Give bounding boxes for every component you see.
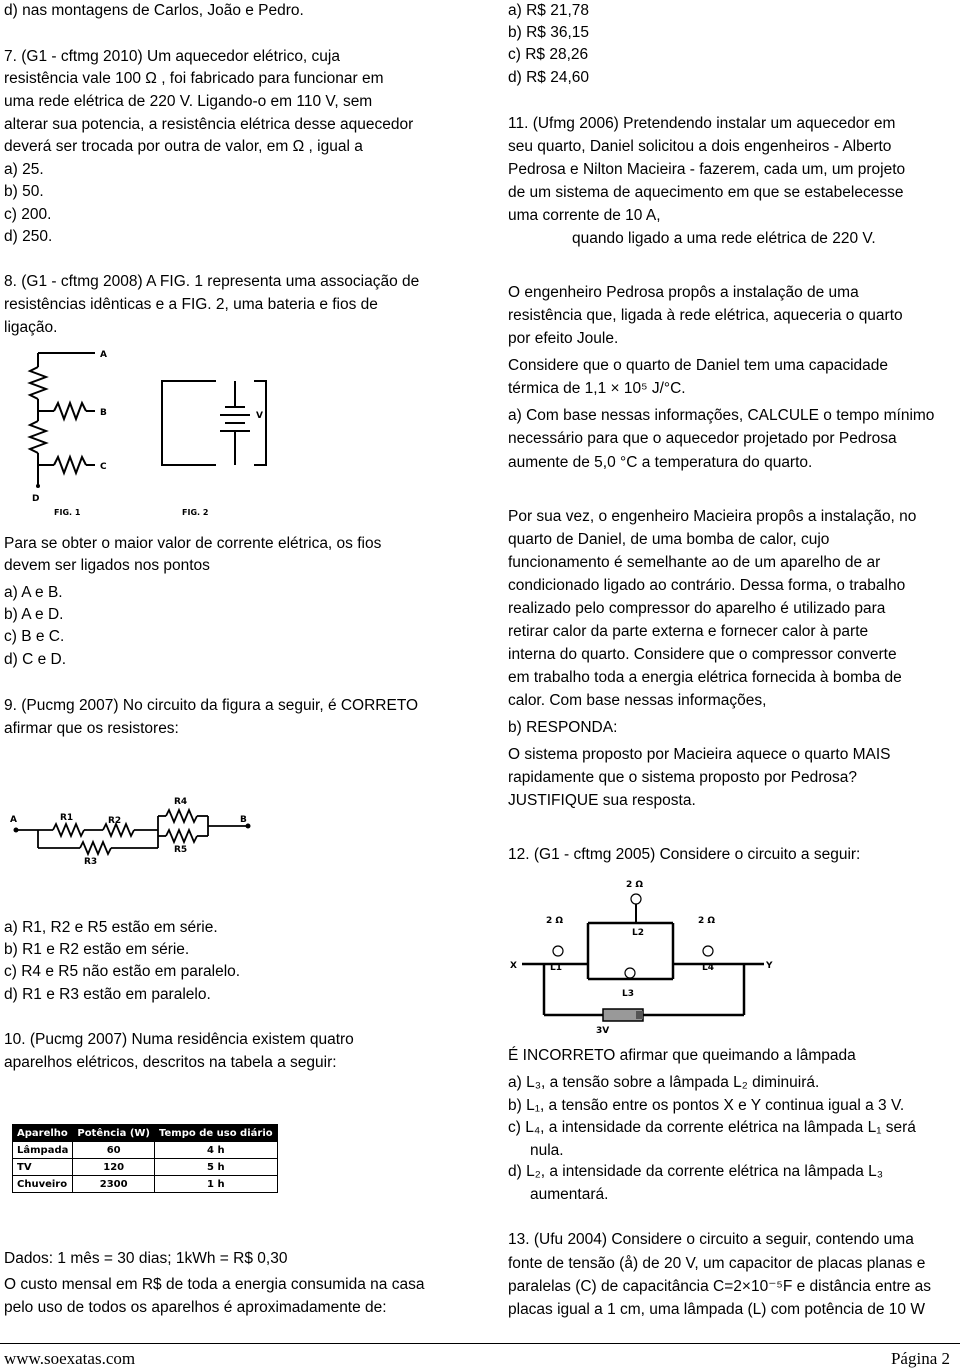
text-line: d) nas montagens de Carlos, João e Pedro.: [4, 2, 304, 19]
fig12-label: 2 Ω: [626, 880, 644, 890]
question-10-header: 10. (Pucmg 2007) Numa residência existem quatro: [4, 1031, 354, 1048]
fig9-label: B: [240, 815, 247, 825]
text-line: É INCORRETO afirmar que queimando a lâmpada: [508, 1047, 856, 1064]
footer-page-number: Página 2: [890, 1349, 950, 1368]
text-line: O sistema proposto por Macieira aquece o quarto MAIS: [508, 746, 891, 763]
option-b: b) 50.: [4, 183, 44, 200]
text-line: necessário para que o aquecedor projetado por Pedrosa: [508, 430, 897, 447]
option-a: a) A e B.: [4, 584, 63, 601]
text-line: a) Com base nessas informações, CALCULE o tempo mínimo: [508, 407, 935, 424]
option-c: c) R$ 28,26: [508, 46, 589, 63]
fig8-caption: FIG. 1: [54, 508, 81, 517]
table-cell: 60: [73, 1142, 155, 1159]
question-11-header: 11. (Ufmg 2006) Pretendendo instalar um aquecedor em: [508, 115, 896, 132]
text-line: quando ligado a uma rede elétrica de 220 V.: [572, 230, 876, 247]
table-cell: 1 h: [155, 1176, 278, 1193]
text-line: realizado pelo compressor do aparelho é utilizado para: [508, 600, 886, 617]
option-d: d) R$ 24,60: [508, 69, 589, 86]
text-line: uma rede elétrica de 220 V. Ligando-o em 110 V, sem: [4, 93, 373, 110]
table-cell: TV: [13, 1159, 73, 1176]
table-cell: Chuveiro: [13, 1176, 73, 1193]
option-a: a) R1, R2 e R5 estão em série.: [4, 919, 218, 936]
text-line: ligação.: [4, 319, 58, 336]
option-d: d) R1 e R3 estão em paralelo.: [4, 986, 211, 1003]
text-line: JUSTIFIQUE sua resposta.: [508, 792, 696, 809]
text-line: b) RESPONDA:: [508, 719, 618, 736]
fig12-label: 3V: [596, 1026, 610, 1035]
fig8-label: D: [32, 494, 40, 504]
text-line: devem ser ligados nos pontos: [4, 557, 210, 574]
option-c: c) L₄, a intensidade da corrente elétrica na lâmpada L₁ será: [508, 1119, 916, 1136]
text-line: placas igual a 1 cm, uma lâmpada (L) com potência de 10 W: [508, 1301, 925, 1318]
text-line: Para se obter o maior valor de corrente elétrica, os fios: [4, 535, 382, 552]
option-a: a) R$ 21,78: [508, 2, 589, 19]
fig9-label: R4: [174, 797, 188, 807]
fig12-label: L4: [702, 963, 714, 973]
fig8-label: B: [100, 408, 107, 418]
appliance-table: [12, 1124, 278, 1193]
text-line: funcionamento é semelhante ao de um aparelho de ar: [508, 554, 881, 571]
text-line: uma corrente de 10 A,: [508, 207, 661, 224]
option-b: b) L₁, a tensão entre os pontos X e Y continua igual a 3 V.: [508, 1097, 905, 1114]
fig12-label: 2 Ω: [698, 916, 716, 926]
fig12-label: 2 Ω: [546, 916, 564, 926]
text-line: O engenheiro Pedrosa propôs a instalação de uma: [508, 284, 859, 301]
table-cell: Lâmpada: [13, 1142, 73, 1159]
text-line: Por sua vez, o engenheiro Macieira propôs a instalação, no: [508, 508, 917, 525]
fig9-label: R3: [84, 857, 98, 867]
question-8-header: 8. (G1 - cftmg 2008) A FIG. 1 representa uma associação de: [4, 273, 420, 290]
table-cell: 120: [73, 1159, 155, 1176]
table-row: [13, 1159, 278, 1176]
fig9-label: R5: [174, 845, 188, 855]
fig12-label: Y: [766, 961, 773, 971]
option-c: c) R4 e R5 não estão em paralelo.: [4, 963, 241, 980]
text-line: quarto de Daniel, de uma bomba de calor, cujo: [508, 531, 830, 548]
question-13-header: 13. (Ufu 2004) Considere o circuito a seguir, contendo uma: [508, 1231, 914, 1248]
question-9-header: 9. (Pucmg 2007) No circuito da figura a seguir, é CORRETO: [4, 697, 419, 714]
footer-divider: [0, 1343, 960, 1344]
text-line: aumentará.: [530, 1186, 609, 1203]
fig12-label: L1: [550, 963, 562, 973]
option-d: d) L₂, a intensidade da corrente elétrica na lâmpada L₃: [508, 1163, 884, 1180]
text-line: interna do quarto. Considere que o compressor converte: [508, 646, 897, 663]
fig12-label: X: [510, 961, 517, 971]
table-cell: 5 h: [155, 1159, 278, 1176]
text-line: Considere que o quarto de Daniel tem uma capacidade: [508, 357, 888, 374]
question-7-header: 7. (G1 - cftmg 2010) Um aquecedor elétrico, cuja: [4, 48, 340, 65]
text-line: aumente de 5,0 °C a temperatura do quarto.: [508, 454, 813, 471]
text-line: afirmar que os resistores:: [4, 720, 179, 737]
figure-q12-lamp-circuit: [508, 875, 778, 1035]
table-header-row: [13, 1125, 278, 1142]
table-cell: 2300: [73, 1176, 155, 1193]
text-line: rapidamente que o sistema proposto por Pedrosa?: [508, 769, 857, 786]
text-line: térmica de 1,1 × 10⁵ J/°C.: [508, 380, 686, 397]
question-12-header: 12. (G1 - cftmg 2005) Considere o circuito a seguir:: [508, 846, 861, 863]
text-line: resistências idênticas e a FIG. 2, uma bateria e fios de: [4, 296, 378, 313]
option-a: a) L₃, a tensão sobre a lâmpada L₂ diminuirá.: [508, 1074, 820, 1091]
text-line: deverá ser trocada por outra de valor, em Ω , igual a: [4, 138, 363, 155]
text-line: resistência que, ligada à rede elétrica, aqueceria o quarto: [508, 307, 903, 324]
table-header: Aparelho: [13, 1125, 73, 1142]
fig9-label: A: [10, 815, 17, 825]
option-d: d) 250.: [4, 228, 53, 245]
footer-site: www.soexatas.com: [4, 1349, 136, 1368]
fig8-label: V: [256, 411, 263, 421]
text-line: paralelas (C) de capacitância C=2×10⁻⁵F e distância entre as: [508, 1278, 932, 1295]
table-row: [13, 1176, 278, 1193]
figure-q9-circuit: [8, 792, 258, 872]
table-cell: 4 h: [155, 1142, 278, 1159]
fig12-label: L2: [632, 928, 644, 938]
option-b: b) R$ 36,15: [508, 24, 589, 41]
option-b: b) A e D.: [4, 606, 64, 623]
fig9-label: R2: [108, 816, 122, 826]
text-line: O custo mensal em R$ de toda a energia consumida na casa: [4, 1276, 425, 1293]
text-line: pelo uso de todos os aparelhos é aproximadamente de:: [4, 1299, 387, 1316]
text-line: retirar calor da parte externa e fornecer calor à parte: [508, 623, 869, 640]
figure-q8-resistor-association: [20, 345, 280, 520]
text-line: nula.: [530, 1142, 564, 1159]
option-c: c) B e C.: [4, 628, 65, 645]
option-b: b) R1 e R2 estão em série.: [4, 941, 190, 958]
option-a: a) 25.: [4, 161, 44, 178]
fig8-label: C: [100, 462, 107, 472]
text-line: calor. Com base nessas informações,: [508, 692, 767, 709]
table-header: Potência (W): [73, 1125, 155, 1142]
text-line: condicionado ligado ao contrário. Dessa forma, o trabalho: [508, 577, 906, 594]
text-line: resistência vale 100 Ω , foi fabricado para funcionar em: [4, 70, 384, 87]
text-line: Pedrosa e Nilton Macieira - fazerem, cada um, um projeto: [508, 161, 906, 178]
text-line: seu quarto, Daniel solicitou a dois engenheiros - Alberto: [508, 138, 892, 155]
fig9-label: R1: [60, 813, 74, 823]
text-line: alterar sua potencia, a resistência elétrica desse aquecedor: [4, 116, 414, 133]
text-line: por efeito Joule.: [508, 330, 619, 347]
text-line: fonte de tensão (å) de 20 V, um capacitor de placas planas e: [508, 1255, 926, 1272]
text-line: em trabalho toda a energia elétrica fornecida à bomba de: [508, 669, 902, 686]
option-c: c) 200.: [4, 206, 52, 223]
fig8-label: A: [100, 350, 107, 360]
table-row: [13, 1142, 278, 1159]
option-d: d) C e D.: [4, 651, 67, 668]
text-line: aparelhos elétricos, descritos na tabela a seguir:: [4, 1054, 337, 1071]
fig8-caption: FIG. 2: [182, 508, 209, 517]
text-line: de um sistema de aquecimento em que se estabelecesse: [508, 184, 904, 201]
text-line: Dados: 1 mês = 30 dias; 1kWh = R$ 0,30: [4, 1250, 288, 1267]
table-header: Tempo de uso diário: [155, 1125, 278, 1142]
fig12-label: L3: [622, 989, 634, 999]
